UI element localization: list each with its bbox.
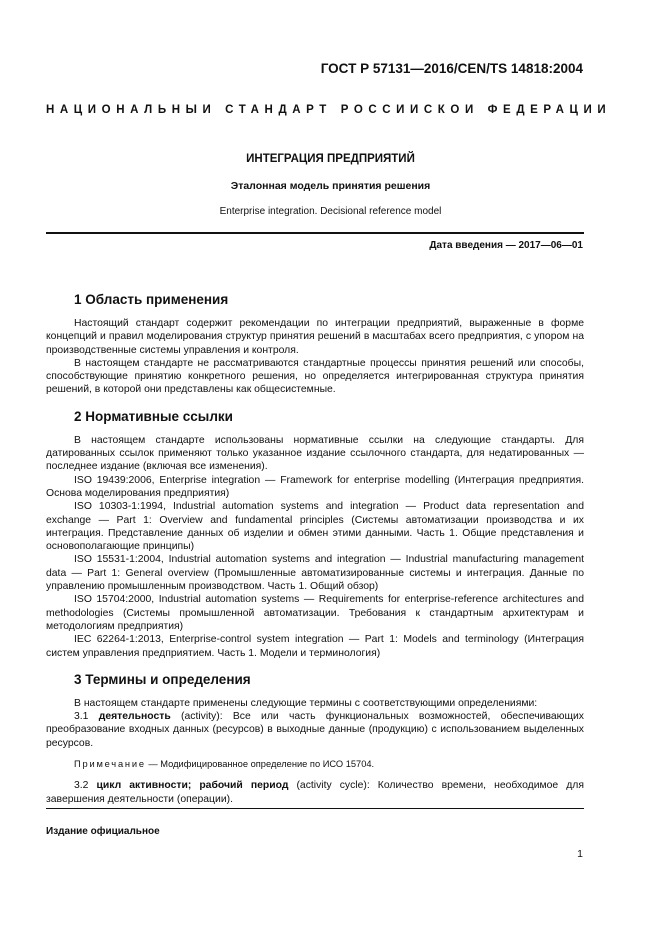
national-standard-banner: НАЦИОНАЛЬНЫЙ СТАНДАРТ РОССИЙСКОЙ ФЕДЕРАЦИИ (46, 104, 612, 116)
term-name: деятельность (98, 711, 171, 723)
term-text: (activity): Все или часть функциональных возможностей, обеспечивающих преобразование входных данных (ресурсов) в выходные данные (продукцию) с использованием выделенных ресурсов. (46, 711, 584, 749)
document-subtitle: Эталонная модель принятия решения (230, 180, 431, 192)
document-body (46, 292, 584, 806)
term-definition (46, 710, 584, 750)
reference-item: ISO 10303-1:1994, Industrial automation systems and integration — Product data representation and exchange — Part 1: Overview and fundamental principles (Системы автоматизации производства и их интеграция. Представление данных об изделии и обмен этими данными. Часть 1. Общие представления и основополагающие принципы) (46, 501, 584, 553)
term-name: цикл активности; рабочий период (96, 780, 289, 792)
section-1-paragraph: Настоящий стандарт содержит рекомендации по интеграции предприятий, выраженные в форме концепций и правил моделирования структур принятия решений в масштабах всего предприятия, с упором на производственные системы управления и контроля. (46, 318, 584, 356)
term-number: 3.1 (74, 711, 99, 723)
section-3-heading: 3 Термины и определения (74, 671, 251, 687)
section-2-paragraph: В настоящем стандарте использованы нормативные ссылки на следующие стандарты. Для датированных ссылок применяют только указанное издание ссылочного стандарта, для недатированных — последнее издание (включая все изменения). (46, 434, 584, 473)
official-edition-label: Издание официальное (46, 826, 160, 837)
section-2-heading: 2 Нормативные ссылки (74, 408, 233, 424)
english-title: Enterprise integration. Decisional reference model (219, 206, 442, 217)
introduction-date: Дата введения — 2017—06—01 (429, 240, 583, 251)
document-identifier: ГОСТ Р 57131—2016/CEN/TS 14818:2004 (320, 61, 583, 76)
reference-item: ISO 15531-1:2004, Industrial automation systems and integration — Industrial manufacturing management data — Part 1: General overview (Промышленные автоматизированные системы и интеграция. Данные по управлению промышленным производством. Часть 1. Общий обзор) (46, 554, 584, 593)
note-text: — Модифицированное определение по ИСО 15704. (145, 759, 375, 770)
page-number: 1 (577, 848, 583, 860)
reference-item: IEC 62264-1:2013, Enterprise-control system integration — Part 1: Models and terminology (Интеграция систем управления предприятием. Часть 1. Модели и терминология) (46, 634, 584, 659)
reference-item: ISO 19439:2006, Enterprise integration — Framework for enterprise modelling (Интеграция предприятия. Основа моделирования предприятия) (46, 474, 584, 499)
reference-item: ISO 15704:2000, Industrial automation systems — Requirements for enterprise-reference architectures and methodologies (Системы промышленной автоматизации. Требования к стандартным архитектурам и методологиям предприятия) (46, 594, 584, 632)
title-divider (46, 232, 584, 234)
term-definition (46, 779, 584, 806)
footer-divider (46, 808, 584, 809)
section-1-heading: 1 Область применения (74, 292, 229, 307)
note-label: Примечание (74, 759, 146, 770)
section-3-paragraph: В настоящем стандарте применены следующие термины с соответствующими определениями: (74, 697, 538, 709)
term-number: 3.2 (74, 780, 97, 792)
section-1-paragraph: В настоящем стандарте не рассматриваются стандартные процессы принятия решений или способы, способствующие принятию конкретного решения, но определяется интегрированная структура принятия решений, в которой они представлены как общесистемные. (46, 357, 584, 396)
term-text: (activity cycle): Количество времени, необходимое для завершения деятельности (операции). (46, 780, 584, 805)
term-note (46, 758, 584, 771)
document-title: ИНТЕГРАЦИЯ ПРЕДПРИЯТИЙ (246, 153, 415, 165)
